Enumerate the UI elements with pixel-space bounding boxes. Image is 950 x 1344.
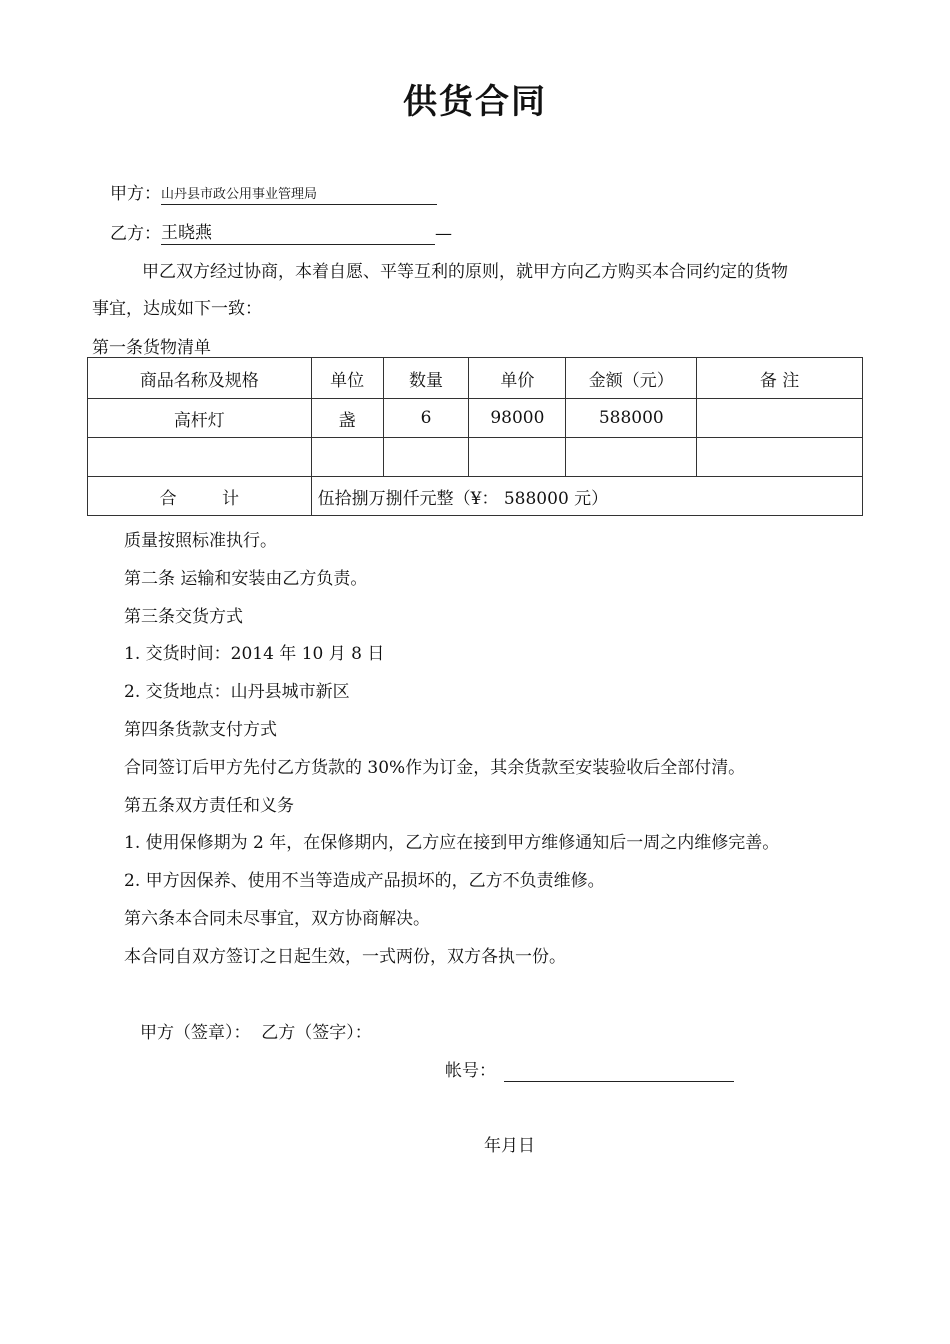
table-cell <box>566 438 697 477</box>
table-cell <box>88 438 312 477</box>
header-cell: 单位 <box>311 358 383 399</box>
clause-line: 2. 交货地点：山丹县城市新区 <box>124 682 350 702</box>
clause-line: 第六条本合同未尽事宜，双方协商解决。 <box>124 909 430 929</box>
party-a-value: 山丹县市政公用事业管理局 <box>161 186 437 205</box>
account-label: 帐号： <box>445 1061 496 1081</box>
table-total-row <box>88 477 863 516</box>
clause-line: 第四条货款支付方式 <box>124 720 277 740</box>
table-cell <box>697 399 863 438</box>
party-a-label: 甲方： <box>110 184 161 204</box>
table-cell: 高杆灯 <box>88 399 312 438</box>
header-cell: 数量 <box>383 358 469 399</box>
clause-line: 本合同自双方签订之日起生效，一式两份，双方各执一份。 <box>124 947 566 967</box>
clause-line: 质量按照标准执行。 <box>124 531 277 551</box>
clause-line: 1. 交货时间：2014 年 10 月 8 日 <box>124 644 385 664</box>
party-b-tail: — <box>435 224 452 244</box>
table-cell: 98000 <box>469 399 566 438</box>
account-blank <box>504 1063 734 1082</box>
article-1-title: 第一条货物清单 <box>92 338 211 358</box>
intro-line-1: 甲乙双方经过协商，本着自愿、平等互利的原则，就甲方向乙方购买本合同约定的货物 <box>142 262 788 282</box>
date-line: 年月日 <box>484 1136 535 1156</box>
total-label: 合 计 <box>88 477 312 516</box>
table-cell: 6 <box>383 399 469 438</box>
clause-line: 合同签订后甲方先付乙方货款的 30%作为订金，其余货款至安装验收后全部付清。 <box>124 758 746 778</box>
header-cell: 商品名称及规格 <box>88 358 312 399</box>
clause-line: 第五条双方责任和义务 <box>124 796 294 816</box>
total-value: 伍拾捌万捌仟元整（¥： 588000 元） <box>311 477 862 516</box>
intro-line-2: 事宜，达成如下一致： <box>92 299 262 319</box>
table-cell: 588000 <box>566 399 697 438</box>
header-cell: 单价 <box>469 358 566 399</box>
document-title: 供货合同 <box>403 82 547 122</box>
table-row <box>88 438 863 477</box>
table-cell <box>697 438 863 477</box>
table-cell <box>469 438 566 477</box>
header-cell: 备 注 <box>697 358 863 399</box>
table-header-row <box>88 358 863 399</box>
signature-line: 甲方（签章）： 乙方（签字）： <box>140 1023 372 1043</box>
goods-table <box>87 357 863 516</box>
party-b-line <box>110 222 452 245</box>
party-b-label: 乙方： <box>110 224 161 244</box>
table-row <box>88 399 863 438</box>
header-cell: 金额（元） <box>566 358 697 399</box>
clause-line: 第二条 运输和安装由乙方负责。 <box>124 569 368 589</box>
clause-line: 第三条交货方式 <box>124 607 243 627</box>
account-line <box>445 1060 734 1082</box>
table-cell <box>383 438 469 477</box>
clause-line: 2. 甲方因保养、使用不当等造成产品损坏的，乙方不负责维修。 <box>124 871 605 891</box>
party-a-line <box>110 183 437 205</box>
party-b-value: 王晓燕 <box>161 222 435 245</box>
table-cell: 盏 <box>311 399 383 438</box>
clause-line: 1. 使用保修期为 2 年，在保修期内，乙方应在接到甲方维修通知后一周之内维修完善。 <box>124 833 780 853</box>
table-cell <box>311 438 383 477</box>
